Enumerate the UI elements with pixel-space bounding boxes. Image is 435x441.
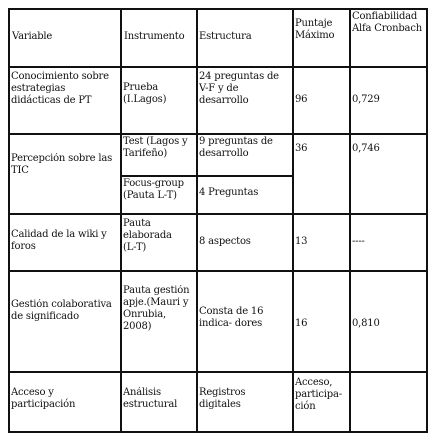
- cell-estructura: 9 preguntas de desarrollo: [199, 136, 273, 159]
- cell-puntaje: 36: [295, 143, 308, 154]
- cell-variable: Calidad de la wiki y foros: [11, 229, 107, 252]
- cell-variable: Acceso y participación: [11, 387, 76, 410]
- header-puntaje: Puntaje Máximo: [295, 18, 335, 41]
- cell-instrumento: Pauta elaborada (L-T): [123, 218, 172, 253]
- cell-puntaje: 96: [295, 94, 308, 105]
- cell-instrumento: Prueba (I.Lagos): [123, 82, 167, 105]
- row-divider: [8, 66, 428, 68]
- row-divider: [8, 371, 428, 373]
- header-estructura: Estructura: [199, 31, 252, 42]
- cell-estructura: Consta de 16 indica- dores: [199, 306, 264, 329]
- cell-puntaje: Acceso, participa- ción: [295, 377, 342, 412]
- row-divider: [8, 270, 428, 272]
- cell-estructura: 24 preguntas de V-F y de desarrollo: [199, 71, 279, 106]
- col-divider: [120, 8, 122, 433]
- cell-puntaje: 16: [295, 318, 308, 329]
- cell-confiabilidad: ----: [352, 236, 365, 247]
- cell-instrumento: Análisis estructural: [123, 387, 178, 410]
- header-confiabilidad: Confiabilidad Alfa Cronbach: [352, 11, 422, 34]
- cell-confiabilidad: 0,746: [352, 143, 380, 154]
- cell-instrumento: Pauta gestión apje.(Mauri y Onrubia, 2008): [123, 285, 190, 332]
- col-divider: [292, 8, 294, 433]
- cell-instrumento: Test (Lagos y Tarifeño): [123, 136, 188, 159]
- row-divider: [8, 133, 428, 135]
- cell-puntaje: 13: [295, 236, 308, 247]
- header-variable: Variable: [12, 31, 53, 42]
- cell-estructura: Registros digitales: [199, 387, 246, 410]
- col-divider: [196, 8, 198, 433]
- header-instrumento: Instrumento: [124, 31, 185, 42]
- cell-instrumento-2: Focus-group (Pauta L-T): [123, 178, 184, 201]
- cell-estructura-2: 4 Preguntas: [199, 187, 259, 198]
- cell-variable: Gestión colaborativa de significado: [11, 299, 112, 322]
- cell-variable: Percepción sobre las TIC: [11, 153, 113, 176]
- cell-variable: Conocimiento sobre estrategias didácticas de PT: [11, 71, 109, 106]
- subrow-divider: [120, 175, 292, 177]
- col-divider: [349, 8, 351, 433]
- cell-confiabilidad: 0,729: [352, 94, 380, 105]
- cell-confiabilidad: 0,810: [352, 318, 380, 329]
- row-divider: [8, 213, 428, 215]
- cell-estructura: 8 aspectos: [199, 236, 251, 247]
